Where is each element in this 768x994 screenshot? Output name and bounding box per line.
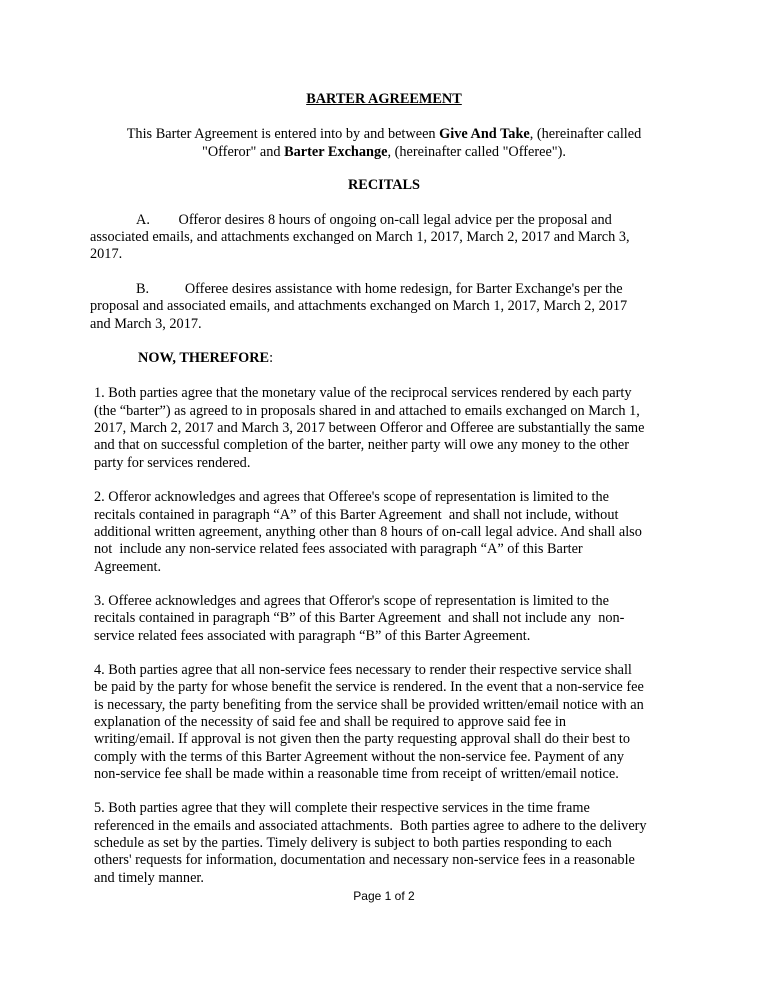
paragraph-5-line: referenced in the emails and associated attachments. Both parties agree to adhere to the delivery xyxy=(94,818,647,834)
recital-a-line: A. Offeror desires 8 hours of ongoing on-call legal advice per the proposal and xyxy=(136,212,612,228)
paragraph-2-line: Agreement. xyxy=(94,559,162,575)
paragraph-2-line: recitals contained in paragraph “A” of this Barter Agreement and shall not include, without xyxy=(94,507,619,523)
paragraph-4-line: 4. Both parties agree that all non-service fees necessary to render their respective service shall xyxy=(94,662,632,678)
paragraph-1-line: 2017, March 2, 2017 and March 3, 2017 between Offeror and Offeree are substantially the same xyxy=(94,420,645,436)
paragraph-4-line: is necessary, the party benefiting from the service shall be provided written/email notice with an xyxy=(94,697,644,713)
paragraph-5-line: others' requests for information, documentation and necessary non-service fees in a reasonable xyxy=(94,852,635,868)
paragraph-5-line: 5. Both parties agree that they will complete their respective services in the time frame xyxy=(94,800,590,816)
paragraph-2-line: additional written agreement, anything other than 8 hours of on-call legal advice. And shall also xyxy=(94,524,642,540)
paragraph-4-line: non-service fee shall be made within a reasonable time from receipt of written/email notice. xyxy=(94,766,619,782)
recitals-heading: RECITALS xyxy=(347,177,421,193)
paragraph-4-line: explanation of the necessity of said fee and shall be required to approve said fee in xyxy=(94,714,567,730)
now-therefore-heading xyxy=(138,350,273,367)
intro-text: , (hereinafter called xyxy=(529,126,642,142)
paragraph-3-line: 3. Offeree acknowledges and agrees that Offeror's scope of representation is limited to the xyxy=(94,593,609,609)
page-footer: Page 1 of 2 xyxy=(353,889,415,903)
paragraph-1-line: and that on successful completion of the barter, neither party will owe any money to the other xyxy=(94,437,630,453)
recital-a-line: 2017. xyxy=(90,246,123,262)
paragraph-4-line: be paid by the party for whose benefit the service is rendered. In the event that a non-service fee xyxy=(94,679,644,695)
paragraph-5-line: and timely manner. xyxy=(94,870,204,886)
paragraph-5-line: schedule as set by the parties. Timely delivery is subject to both parties responding to each xyxy=(94,835,612,851)
now-therefore-colon: : xyxy=(269,350,274,366)
paragraph-3-line: recitals contained in paragraph “B” of this Barter Agreement and shall not include any non- xyxy=(94,610,625,626)
intro-text: This Barter Agreement is entered into by and between xyxy=(126,126,440,142)
recital-b-line: proposal and associated emails, and attachments exchanged on March 1, 2017, March 2, 2017 xyxy=(90,298,628,314)
recital-b-line: B. Offeree desires assistance with home redesign, for Barter Exchange's per the xyxy=(136,281,623,297)
intro-line-1 xyxy=(0,126,768,143)
offeror-name: Give And Take xyxy=(439,126,530,142)
now-therefore-text: NOW, THEREFORE xyxy=(138,350,270,366)
intro-line-2 xyxy=(0,144,768,161)
paragraph-1-line: 1. Both parties agree that the monetary value of the reciprocal services rendered by each party xyxy=(94,385,632,401)
paragraph-4-line: writing/email. If approval is not given then the party requesting approval shall do their best to xyxy=(94,731,631,747)
recital-a-line: associated emails, and attachments exchanged on March 1, 2017, March 2, 2017 and March 3, xyxy=(90,229,630,245)
paragraph-4-line: comply with the terms of this Barter Agreement without the non-service fee. Payment of any xyxy=(94,749,625,765)
document-title: BARTER AGREEMENT xyxy=(306,91,462,107)
paragraph-1-line: (the “barter”) as agreed to in proposals shared in and attached to emails exchanged on March 1, xyxy=(94,403,640,419)
intro-text: "Offeror" and xyxy=(202,144,285,160)
recital-b-line: and March 3, 2017. xyxy=(90,316,202,332)
offeree-name: Barter Exchange xyxy=(284,144,388,160)
intro-text: , (hereinafter called "Offeree"). xyxy=(387,144,566,160)
paragraph-3-line: service related fees associated with paragraph “B” of this Barter Agreement. xyxy=(94,628,531,644)
paragraph-2-line: 2. Offeror acknowledges and agrees that Offeree's scope of representation is limited to the xyxy=(94,489,609,505)
paragraph-1-line: party for services rendered. xyxy=(94,455,251,471)
paragraph-2-line: not include any non-service related fees associated with paragraph “A” of this Barter xyxy=(94,541,583,557)
